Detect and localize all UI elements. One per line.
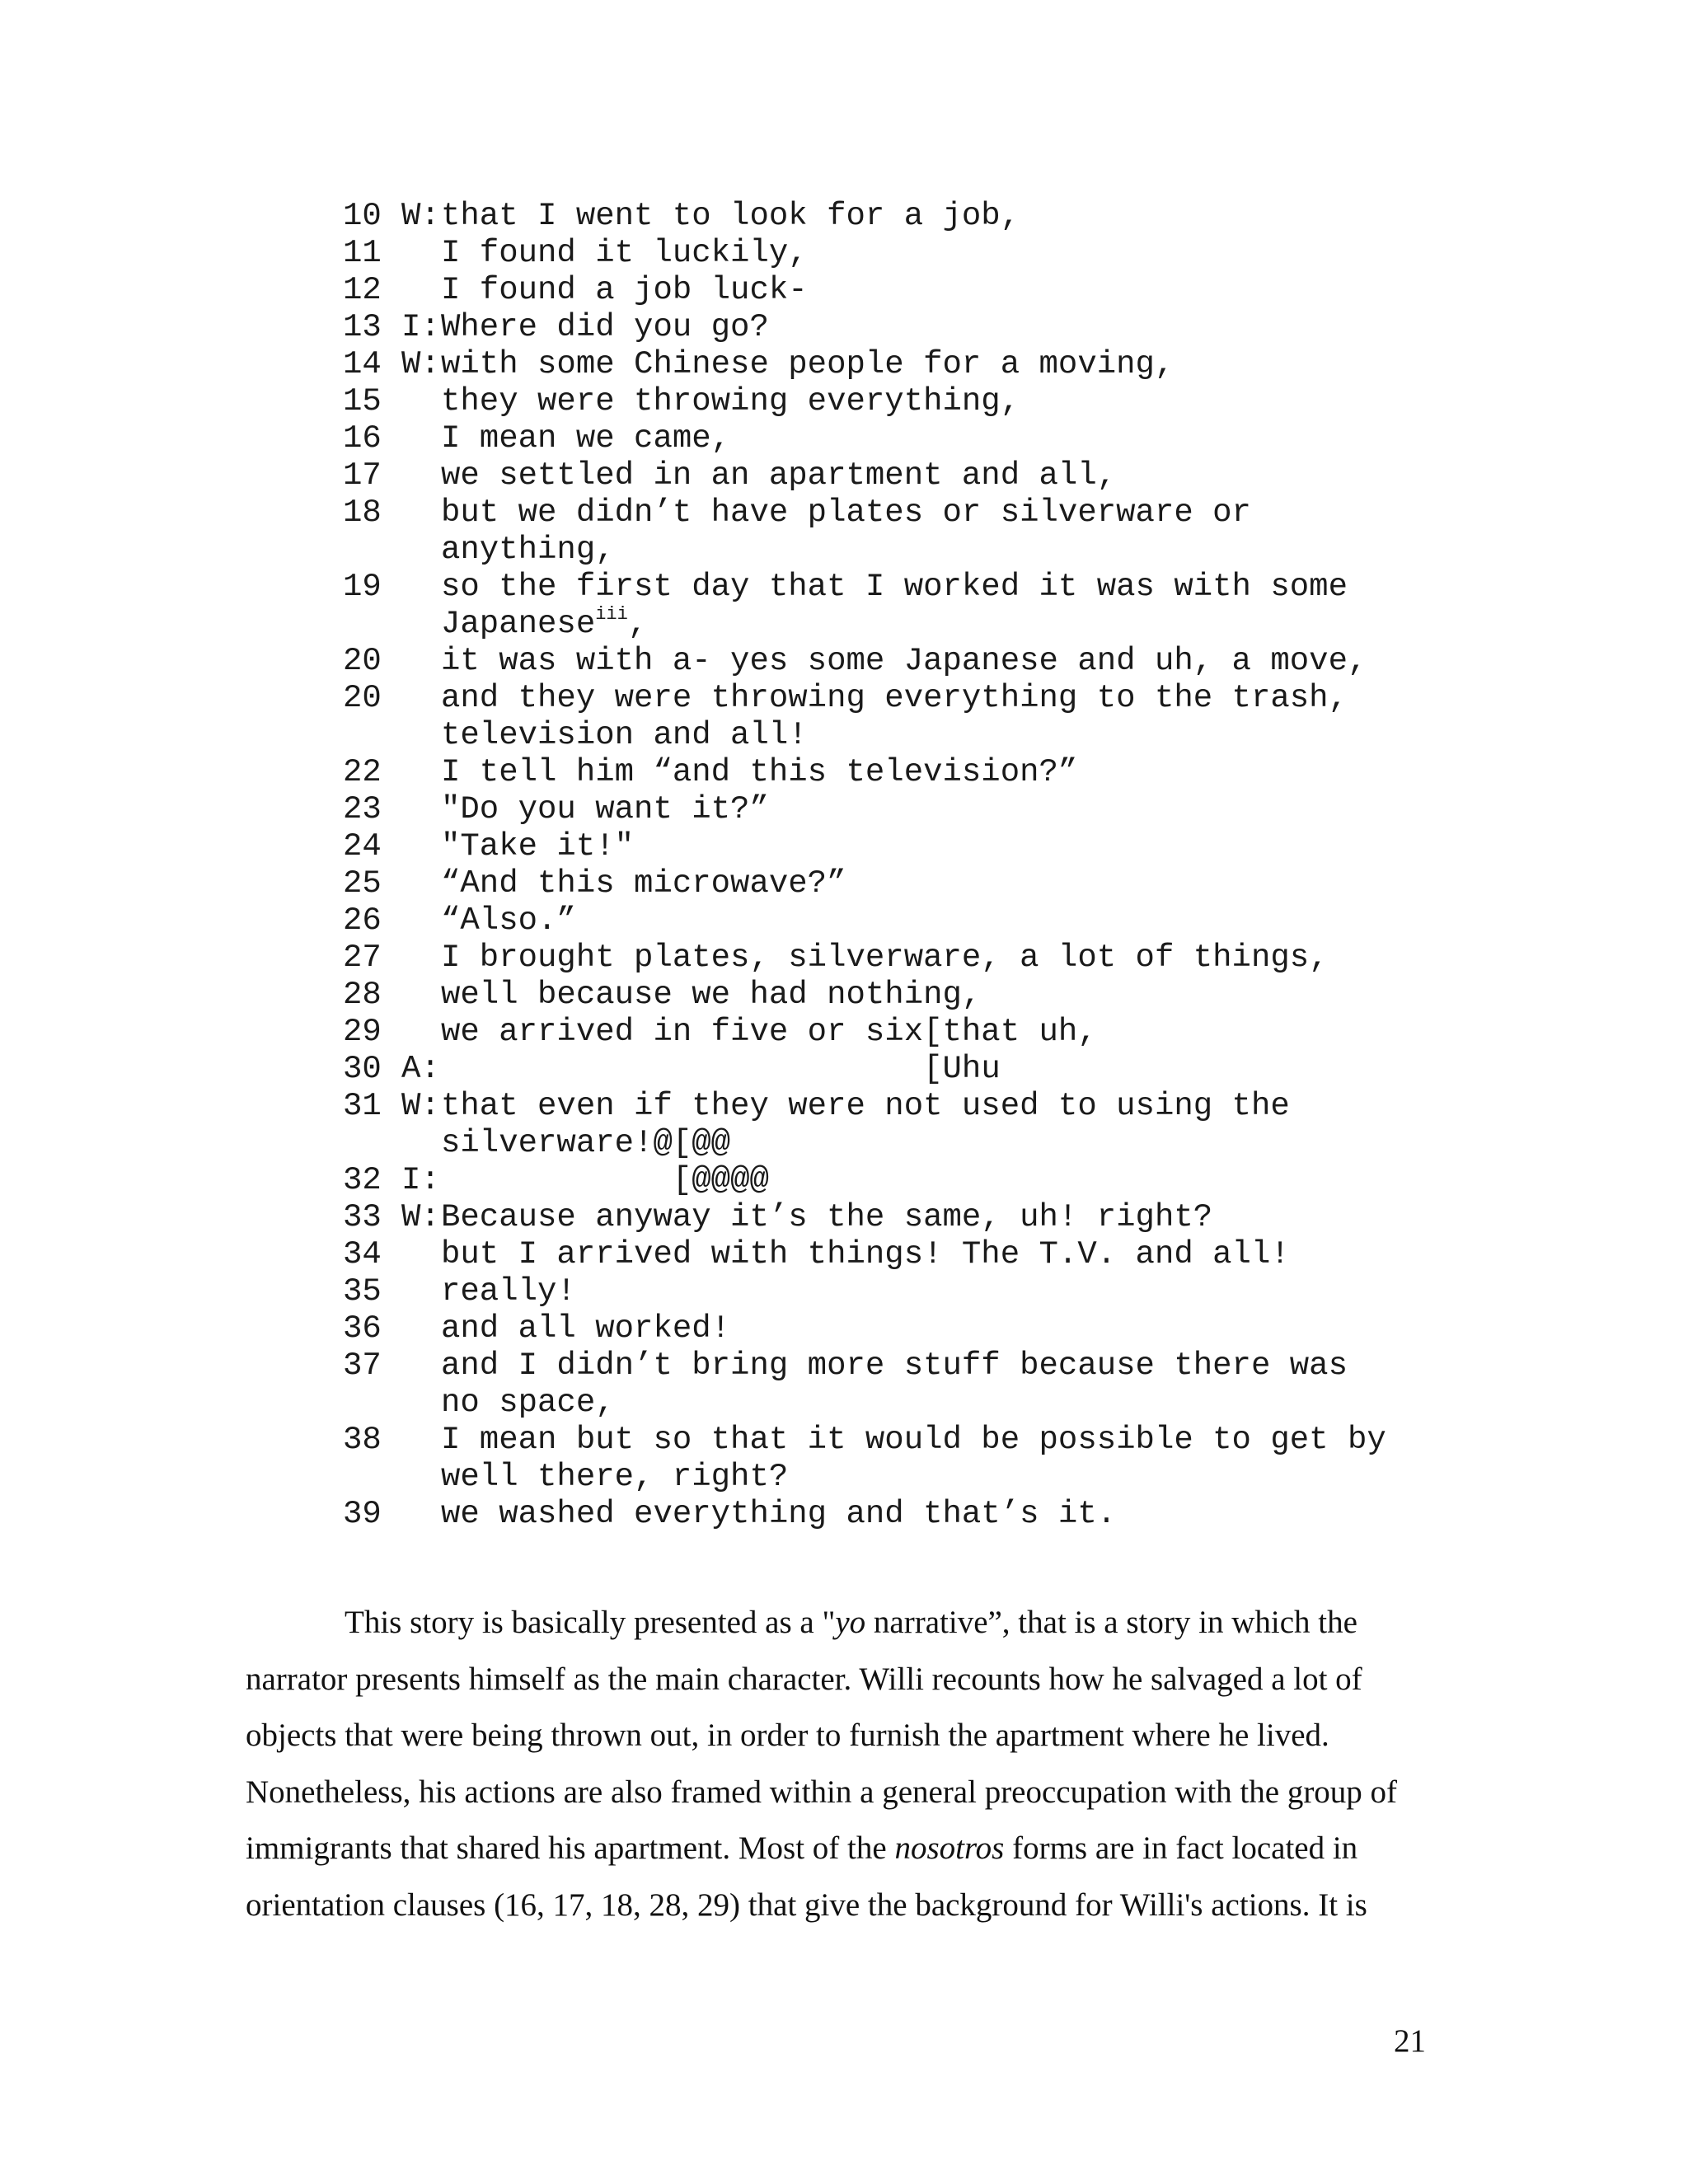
body-text <box>246 1595 1432 1933</box>
speaker-label: I: <box>401 1162 440 1198</box>
line-number: 30 <box>343 1051 382 1087</box>
line-number: 33 <box>343 1199 382 1235</box>
utterance-words: really! <box>441 1273 576 1310</box>
line-number <box>343 1459 401 1496</box>
utterance-words: well there, right? <box>441 1459 789 1495</box>
speaker-label <box>401 272 441 309</box>
utterance-words: Because anyway it’s the same, uh! right? <box>441 1199 1213 1235</box>
transcript-line <box>343 1459 1497 1496</box>
utterance-text <box>441 1459 1497 1496</box>
speaker-label <box>401 940 441 977</box>
utterance-text <box>441 1014 1497 1051</box>
speaker-label: W: <box>401 1199 440 1235</box>
utterance-words: that even if they were not used to using the <box>441 1088 1290 1124</box>
utterance-words: we washed everything and that’s it. <box>441 1496 1117 1532</box>
transcript-line <box>343 643 1497 680</box>
line-number: 15 <box>343 383 382 419</box>
transcript-line <box>343 940 1497 977</box>
utterance-words: I found a job luck- <box>441 272 808 308</box>
transcript-line <box>343 457 1497 494</box>
speaker-label <box>401 606 441 643</box>
line-number: 35 <box>343 1273 382 1310</box>
line-number: 17 <box>343 457 382 494</box>
utterance-text <box>441 346 1497 383</box>
utterance-text <box>441 420 1497 457</box>
transcript-line <box>343 1273 1497 1310</box>
speaker-label: W: <box>401 198 440 234</box>
utterance-text <box>441 828 1497 865</box>
paragraph-text: narrative”, that is a story in which the narrator presents himself as the main character. Willi recounts how he salvaged a lot of objects that were being thrown out, in order to furnish the apartment where he lived. Nonetheless, his actions are also framed within a general preoccupation with the group of immigrants that shared his apartment. Most of the <box>246 1605 1398 1866</box>
utterance-words: but I arrived with things! The T.V. and all! <box>441 1236 1290 1272</box>
utterance-text <box>441 791 1497 828</box>
transcript-line <box>343 235 1497 272</box>
line-number: 29 <box>343 1014 382 1050</box>
utterance-text <box>441 569 1497 606</box>
transcript-line <box>343 1422 1497 1459</box>
transcript-line <box>343 1496 1497 1533</box>
utterance-text <box>441 643 1497 680</box>
utterance-words: Where did you go? <box>441 309 769 345</box>
utterance-words: I brought plates, silverware, a lot of things, <box>441 940 1329 976</box>
utterance-text <box>441 198 1497 235</box>
utterance-text <box>441 606 1497 643</box>
speaker-label <box>401 1385 441 1422</box>
utterance-text <box>441 1422 1497 1459</box>
utterance-text <box>441 1125 1497 1162</box>
line-number: 11 <box>343 235 382 271</box>
utterance-text <box>441 383 1497 420</box>
line-number: 20 <box>343 680 382 716</box>
speaker-label <box>401 1236 441 1273</box>
utterance-words: “Also.” <box>441 902 576 939</box>
line-number <box>343 1385 401 1422</box>
paragraph-text: This story is basically presented as a " <box>345 1605 836 1640</box>
transcript-line <box>343 680 1497 717</box>
line-number: 16 <box>343 420 382 457</box>
speaker-label <box>401 1310 441 1347</box>
transcript-line <box>343 1310 1497 1347</box>
utterance-words: we arrived in five or six[that uh, <box>441 1014 1097 1050</box>
transcript-line <box>343 309 1497 346</box>
speaker-label <box>401 1125 441 1162</box>
transcript-line <box>343 1385 1497 1422</box>
utterance-words: I found it luckily, <box>441 235 808 271</box>
line-number: 26 <box>343 902 382 939</box>
utterance-text <box>441 1273 1497 1310</box>
utterance-words: it was with a- yes some Japanese and uh, a move, <box>441 643 1367 679</box>
utterance-text <box>441 1236 1497 1273</box>
analysis-paragraph <box>246 1595 1432 1933</box>
paragraph-emphasis: yo <box>835 1605 866 1640</box>
speaker-label <box>401 865 441 902</box>
page-number: 21 <box>1394 2023 1426 2059</box>
transcript-line <box>343 272 1497 309</box>
transcript-line <box>343 1088 1497 1125</box>
transcript-line <box>343 346 1497 383</box>
utterance-words: Japanese <box>441 606 596 642</box>
line-number: 13 <box>343 309 382 345</box>
speaker-label <box>401 791 441 828</box>
speaker-label <box>401 420 441 457</box>
utterance-text <box>441 977 1497 1014</box>
transcript-line <box>343 717 1497 754</box>
utterance-text <box>441 457 1497 494</box>
line-number: 10 <box>343 198 382 234</box>
line-number: 32 <box>343 1162 382 1198</box>
utterance-words: and I didn’t bring more stuff because there was <box>441 1347 1348 1384</box>
speaker-label <box>401 1014 441 1051</box>
speaker-label <box>401 902 441 940</box>
speaker-label <box>401 1347 441 1385</box>
line-number: 37 <box>343 1347 382 1384</box>
transcript-line <box>343 1162 1497 1199</box>
transcript-excerpt <box>343 198 1497 1533</box>
transcript-line <box>343 902 1497 940</box>
transcript-line <box>343 606 1497 643</box>
transcript-line <box>343 532 1497 569</box>
utterance-text <box>441 1347 1497 1385</box>
transcript-line <box>343 1051 1497 1088</box>
line-number: 12 <box>343 272 382 308</box>
utterance-words: and all worked! <box>441 1310 731 1347</box>
endnote-marker[interactable]: iii <box>595 604 628 625</box>
utterance-words: "Take it!" <box>441 828 635 865</box>
utterance-words: [Uhu <box>441 1051 1001 1087</box>
utterance-text <box>441 865 1497 902</box>
transcript-line <box>343 1347 1497 1385</box>
speaker-label <box>401 643 441 680</box>
speaker-label <box>401 1496 441 1533</box>
speaker-label <box>401 977 441 1014</box>
speaker-label <box>401 457 441 494</box>
line-number: 38 <box>343 1422 382 1458</box>
transcript-line <box>343 420 1497 457</box>
speaker-label <box>401 754 441 791</box>
utterance-text <box>441 235 1497 272</box>
utterance-words: I mean we came, <box>441 420 731 457</box>
line-number: 18 <box>343 494 382 531</box>
transcript-line <box>343 1236 1497 1273</box>
line-number: 36 <box>343 1310 382 1347</box>
utterance-text <box>441 717 1497 754</box>
transcript-line <box>343 494 1497 532</box>
line-number: 23 <box>343 791 382 827</box>
transcript-line <box>343 198 1497 235</box>
transcript-line <box>343 791 1497 828</box>
line-number: 24 <box>343 828 382 865</box>
utterance-text <box>441 940 1497 977</box>
utterance-words: well because we had nothing, <box>441 977 982 1013</box>
line-number: 22 <box>343 754 382 790</box>
speaker-label <box>401 717 441 754</box>
speaker-label <box>401 235 441 272</box>
transcript-line <box>343 754 1497 791</box>
transcript-line <box>343 1199 1497 1236</box>
utterance-words: no space, <box>441 1385 615 1421</box>
paragraph-emphasis: nosotros <box>894 1830 1005 1866</box>
line-number: 19 <box>343 569 382 605</box>
utterance-words: but we didn’t have plates or silverware or <box>441 494 1251 531</box>
utterance-words: that I went to look for a job, <box>441 198 1020 234</box>
line-number <box>343 717 401 754</box>
speaker-label: W: <box>401 346 440 382</box>
speaker-label: I: <box>401 309 440 345</box>
utterance-words: anything, <box>441 532 615 568</box>
utterance-text <box>441 680 1497 717</box>
utterance-text <box>441 1385 1497 1422</box>
utterance-words: television and all! <box>441 717 808 753</box>
speaker-label <box>401 494 441 532</box>
line-number: 28 <box>343 977 382 1013</box>
line-number <box>343 532 401 569</box>
utterance-text <box>441 532 1497 569</box>
utterance-words: with some Chinese people for a moving, <box>441 346 1175 382</box>
utterance-words: “And this microwave?” <box>441 865 846 902</box>
utterance-text <box>441 1496 1497 1533</box>
transcript-line <box>343 383 1497 420</box>
paragraph-text: forms are in fact located in orientation clauses (16, 17, 18, 28, 29) that give the background for Willi's actions. It is <box>246 1830 1367 1923</box>
utterance-text <box>441 754 1497 791</box>
utterance-text <box>441 494 1497 532</box>
speaker-label <box>401 680 441 717</box>
speaker-label <box>401 1459 441 1496</box>
line-number: 27 <box>343 940 382 976</box>
utterance-words: and they were throwing everything to the trash, <box>441 680 1348 716</box>
utterance-words: I mean but so that it would be possible to get by <box>441 1422 1386 1458</box>
transcript-line <box>343 1125 1497 1162</box>
speaker-label <box>401 383 441 420</box>
utterance-punctuation: , <box>627 606 648 642</box>
line-number <box>343 606 401 643</box>
speaker-label <box>401 532 441 569</box>
line-number: 20 <box>343 643 382 679</box>
utterance-words: we settled in an apartment and all, <box>441 457 1117 494</box>
speaker-label <box>401 1422 441 1459</box>
utterance-words: so the first day that I worked it was with some <box>441 569 1348 605</box>
utterance-text <box>441 1051 1497 1088</box>
transcript-line <box>343 569 1497 606</box>
transcript-line <box>343 977 1497 1014</box>
utterance-words: [@@@@ <box>441 1162 769 1198</box>
line-number: 25 <box>343 865 382 902</box>
utterance-words: they were throwing everything, <box>441 383 1020 419</box>
speaker-label <box>401 569 441 606</box>
transcript-line <box>343 1014 1497 1051</box>
utterance-text <box>441 1162 1497 1199</box>
utterance-text <box>441 272 1497 309</box>
speaker-label <box>401 828 441 865</box>
utterance-words: I tell him “and this television?” <box>441 754 1078 790</box>
utterance-text <box>441 309 1497 346</box>
line-number: 31 <box>343 1088 382 1124</box>
line-number: 39 <box>343 1496 382 1532</box>
transcript-line <box>343 865 1497 902</box>
line-number <box>343 1125 401 1162</box>
transcript-line <box>343 828 1497 865</box>
line-number: 14 <box>343 346 382 382</box>
speaker-label: A: <box>401 1051 440 1087</box>
utterance-text <box>441 1088 1497 1125</box>
utterance-text <box>441 1310 1497 1347</box>
speaker-label <box>401 1273 441 1310</box>
utterance-text <box>441 902 1497 940</box>
utterance-text <box>441 1199 1497 1236</box>
line-number: 34 <box>343 1236 382 1272</box>
utterance-words: silverware!@[@@ <box>441 1125 731 1161</box>
speaker-label: W: <box>401 1088 440 1124</box>
utterance-words: "Do you want it?” <box>441 791 769 827</box>
